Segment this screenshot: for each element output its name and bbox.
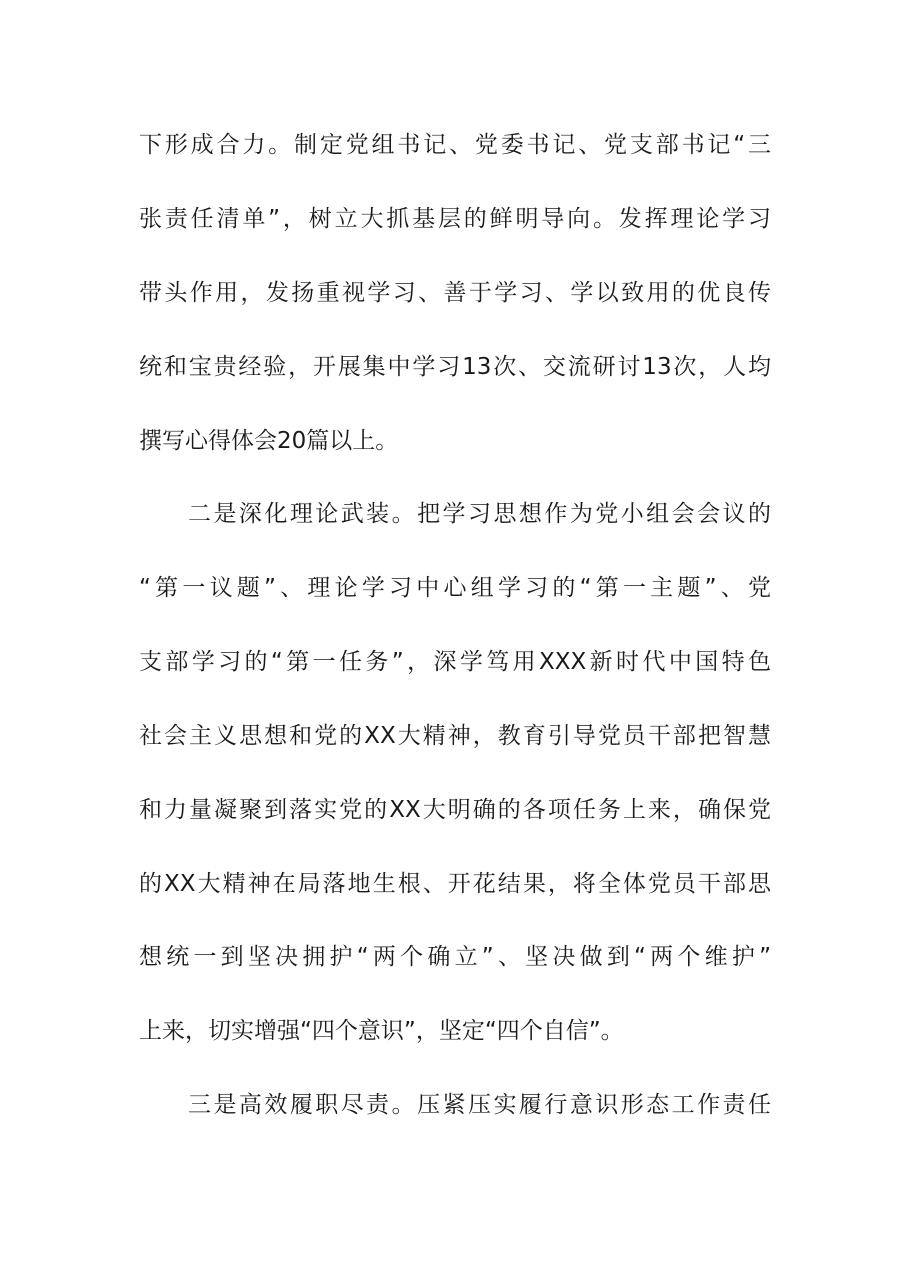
text-line: 统和宝贵经验，开展集中学习13次、交流研讨13次，人均 [139, 354, 771, 380]
text-line: 和力量凝聚到落实党的XX大明确的各项任务上来，确保党 [139, 797, 771, 823]
text-line: “第一议题”、理论学习中心组学习的“第一主题”、党 [139, 575, 771, 601]
text-line: 的XX大精神在局落地生根、开花结果，将全体党员干部思 [139, 871, 771, 897]
paragraph-first-line: 二是深化理论武装。把学习思想作为党小组会会议的 [188, 501, 771, 527]
text-line: 社会主义思想和党的XX大精神，教育引导党员干部把智慧 [139, 723, 771, 749]
text-line: 张责任清单”，树立大抓基层的鲜明导向。发挥理论学习 [139, 206, 771, 232]
text-line: 支部学习的“第一任务”，深学笃用XXX新时代中国特色 [139, 649, 771, 675]
text-line: 撰写心得体会20篇以上。 [139, 428, 399, 454]
text-line: 上来，切实增强“四个意识”，坚定“四个自信”。 [139, 1018, 624, 1044]
text-line: 带头作用，发扬重视学习、善于学习、学以致用的优良传 [139, 280, 771, 306]
text-line: 下形成合力。制定党组书记、党委书记、党支部书记“三 [139, 132, 771, 158]
text-line: 想统一到坚决拥护“两个确立”、坚决做到“两个维护” [139, 944, 771, 970]
paragraph-first-line: 三是高效履职尽责。压紧压实履行意识形态工作责任 [188, 1092, 771, 1118]
